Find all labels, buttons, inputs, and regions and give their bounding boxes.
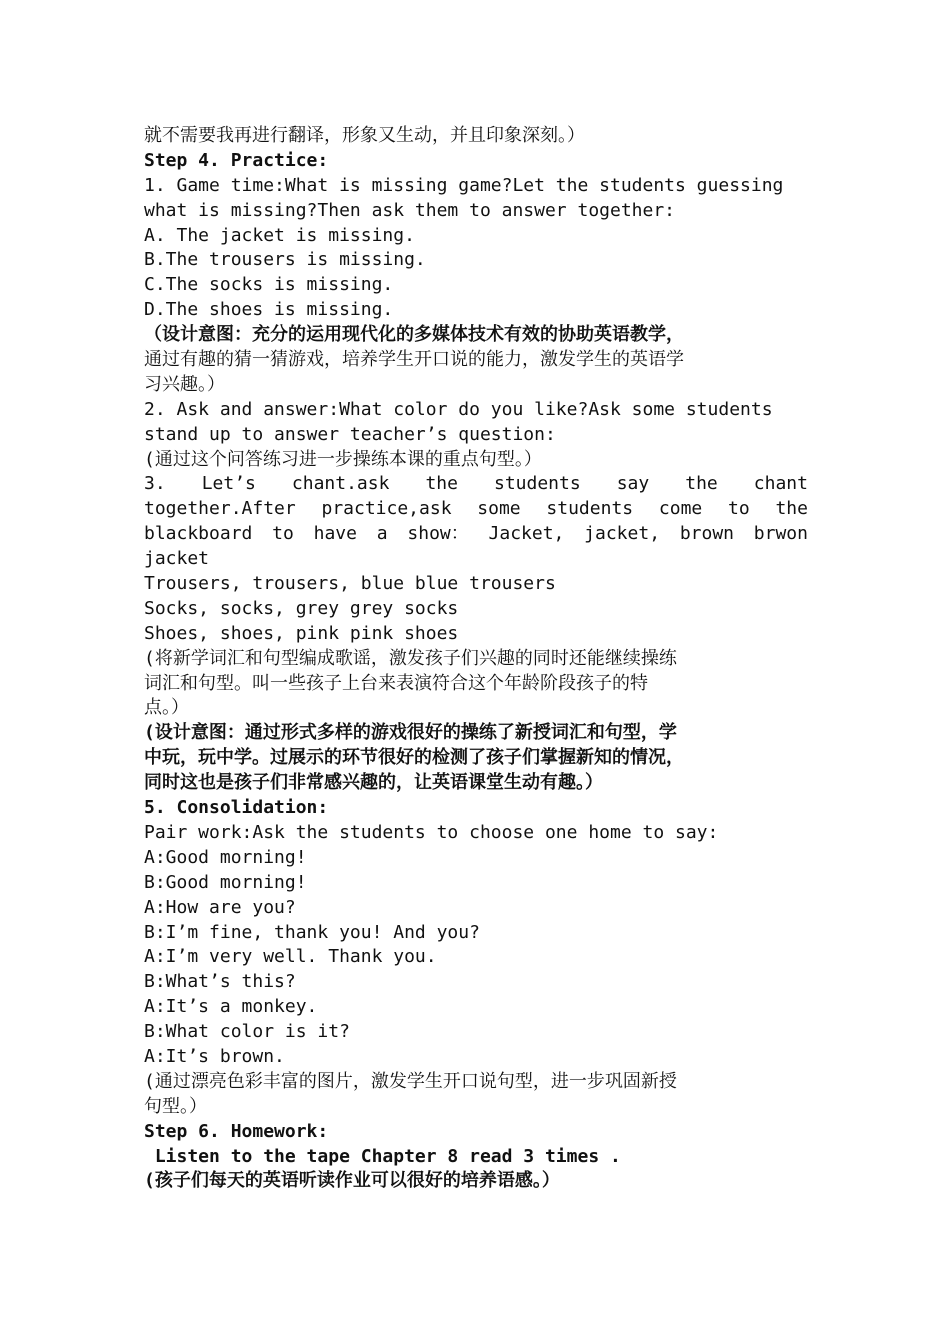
text-word: the bbox=[775, 498, 808, 520]
text-line: 中玩，玩中学。过展示的环节很好的检测了孩子们掌握新知的情况， bbox=[144, 747, 684, 769]
text-word: have bbox=[313, 523, 357, 545]
text-line: Socks, socks, grey grey socks bbox=[144, 597, 459, 619]
text-line: A:It’s brown. bbox=[144, 1045, 285, 1067]
text-line: (孩子们每天的英语听读作业可以很好的培养语感。） bbox=[144, 1170, 560, 1192]
text-line: (通过这个问答练习进一步操练本课的重点句型。） bbox=[144, 448, 542, 470]
text-line: B:I’m fine, thank you! And you? bbox=[144, 921, 480, 943]
text-line bbox=[144, 522, 808, 547]
text-line bbox=[144, 497, 808, 522]
text-line bbox=[144, 472, 808, 497]
text-line: A:It’s a monkey. bbox=[144, 996, 318, 1018]
text-line: Listen to the tape Chapter 8 read 3 times . bbox=[144, 1145, 621, 1167]
text-line: Step 6. Homework: bbox=[144, 1120, 329, 1142]
text-line: jacket bbox=[144, 548, 210, 570]
text-line: 词汇和句型。叫一些孩子上台来表演符合这个年龄阶段孩子的特 bbox=[144, 672, 648, 694]
text-word: say bbox=[616, 473, 650, 495]
text-word: jacket, bbox=[584, 523, 661, 545]
text-line: 5. Consolidation: bbox=[144, 797, 329, 819]
text-line: D.The shoes is missing. bbox=[144, 299, 394, 321]
text-line: B.The trousers is missing. bbox=[144, 249, 426, 271]
text-word: come bbox=[658, 498, 703, 520]
text-line: Shoes, shoes, pink pink shoes bbox=[144, 622, 459, 644]
text-word: students bbox=[546, 498, 634, 520]
text-line: Step 4. Practice: bbox=[144, 149, 329, 171]
text-word: 3. bbox=[144, 473, 166, 495]
text-line: Pair work:Ask the students to choose one home to say: bbox=[144, 821, 719, 843]
text-line: 点。） bbox=[144, 697, 189, 719]
text-word: to bbox=[272, 523, 294, 545]
text-line: 通过有趣的猜一猜游戏，培养学生开口说的能力，激发学生的英语学 bbox=[144, 349, 684, 371]
text-word: a bbox=[376, 523, 388, 545]
text-line: A. The jacket is missing. bbox=[144, 224, 415, 246]
text-word: students bbox=[494, 473, 581, 495]
text-word: Jacket, bbox=[488, 523, 565, 545]
text-line: 习兴趣。） bbox=[144, 373, 225, 395]
text-word: the bbox=[425, 473, 458, 495]
text-word: together.After bbox=[144, 498, 296, 520]
text-line: （设计意图：充分的运用现代化的多媒体技术有效的协助英语教学， bbox=[144, 324, 684, 346]
text-word: brwon bbox=[753, 523, 808, 545]
text-word: practice,ask bbox=[321, 498, 452, 520]
text-line: (将新学词汇和句型编成歌谣，激发孩子们兴趣的同时还能继续操练 bbox=[144, 647, 677, 669]
text-line: (通过漂亮色彩丰富的图片，激发学生开口说句型，进一步巩固新授 bbox=[144, 1070, 677, 1092]
text-word: some bbox=[477, 498, 521, 520]
text-line: A:Good morning! bbox=[144, 846, 307, 868]
text-line: 就不需要我再进行翻译，形象又生动，并且印象深刻。） bbox=[144, 125, 585, 146]
text-word: show： bbox=[407, 523, 469, 545]
text-line: B:What’s this? bbox=[144, 971, 296, 993]
document-page bbox=[144, 124, 808, 1194]
text-line: C.The socks is missing. bbox=[144, 274, 394, 296]
text-line: 2. Ask and answer:What color do you like?Ask some students bbox=[144, 398, 773, 420]
text-line: stand up to answer teacher’s question: bbox=[144, 423, 556, 445]
text-word: brown bbox=[679, 523, 734, 545]
text-line: B:What color is it? bbox=[144, 1021, 350, 1043]
text-word: to bbox=[728, 498, 750, 520]
text-line: (设计意图：通过形式多样的游戏很好的操练了新授词汇和句型，学 bbox=[144, 722, 677, 744]
text-line: A:I’m very well. Thank you. bbox=[144, 946, 437, 968]
text-line: 1. Game time:What is missing game?Let the students guessing bbox=[144, 174, 784, 196]
text-word: Let’s bbox=[201, 473, 256, 495]
text-word: the bbox=[685, 473, 718, 495]
text-line: Trousers, trousers, blue blue trousers bbox=[144, 573, 556, 595]
text-line: 同时这也是孩子们非常感兴趣的，让英语课堂生动有趣。） bbox=[144, 772, 603, 794]
text-word: chant.ask bbox=[291, 473, 390, 495]
text-word: chant bbox=[753, 473, 808, 495]
text-word: blackboard bbox=[144, 523, 253, 545]
text-line: B:Good morning! bbox=[144, 871, 307, 893]
text-line: 句型。） bbox=[144, 1095, 207, 1117]
text-line: A:How are you? bbox=[144, 896, 296, 918]
text-line: what is missing?Then ask them to answer together: bbox=[144, 199, 676, 221]
